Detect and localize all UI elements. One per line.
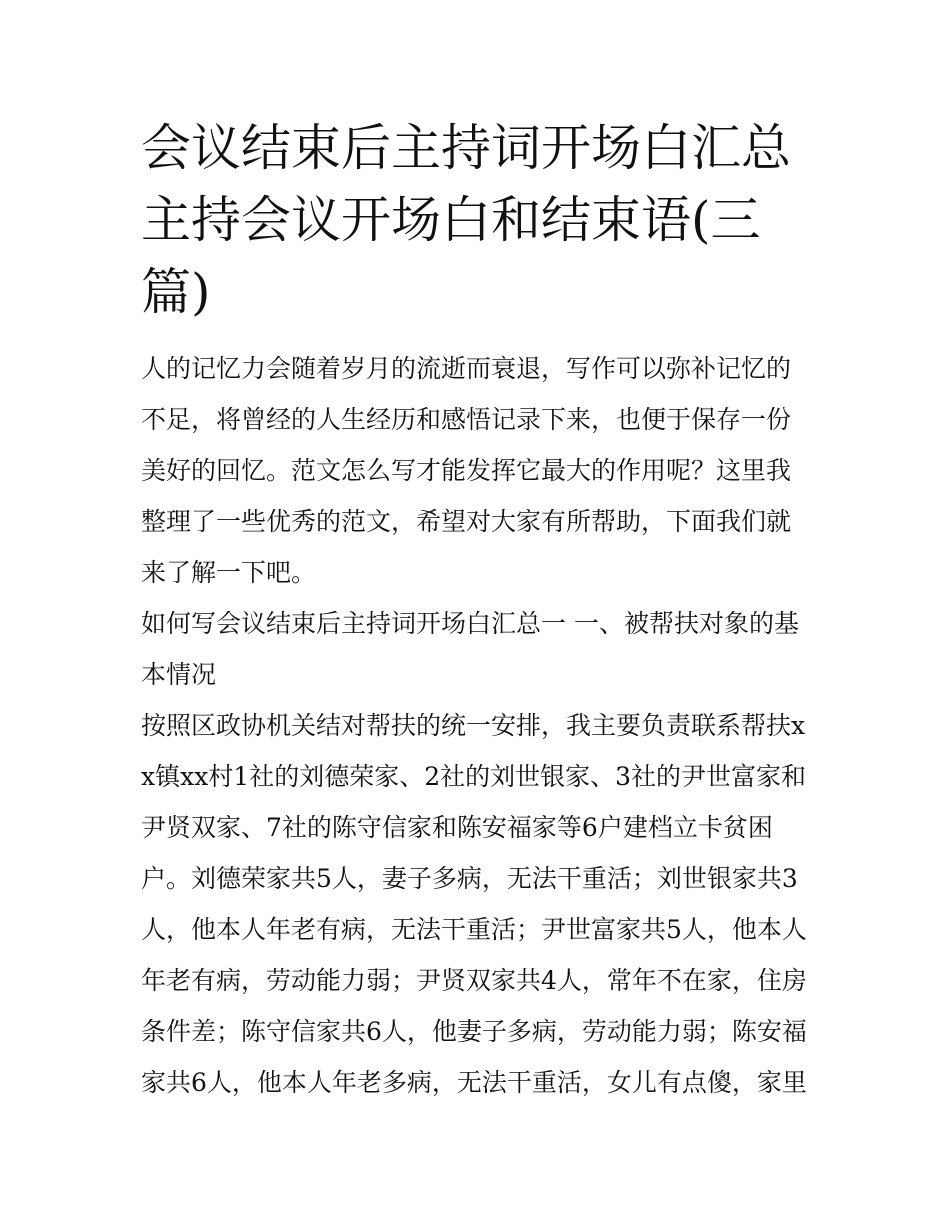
document-title: 会议结束后主持词开场白汇总主持会议开场白和结束语(三篇) [141, 119, 791, 321]
intro-paragraph: 人的记忆力会随着岁月的流逝而衰退，写作可以弥补记忆的不足，将曾经的人生经历和感悟记录下来，也便于保存一份美好的回忆。范文怎么写才能发挥它最大的作用呢？这里我整理了一些优秀的范文，希望对大家有所帮助，下面我们就来了解一下吧。 [141, 354, 792, 587]
section-heading-paragraph: 如何写会议结束后主持词开场白汇总一 一、被帮扶对象的基本情况 [141, 609, 799, 689]
body-paragraph: 按照区政协机关结对帮扶的统一安排，我主要负责联系帮扶xx镇xx村1社的刘德荣家、2社的刘世银家、3社的尹世富家和尹贤双家、7社的陈守信家和陈安福家等6户建档立卡贫困户。刘德荣家共5人，妻子多病，无法干重活；刘世银家共3人，他本人年老有病，无法干重活；尹世富家共5人，他本人年老有病，劳动能力弱；尹贤双家共4人，常年不在家，住房条件差；陈守信家共6人，他妻子多病，劳动能力弱；陈安福家共6人，他本人年老多病，无法干重活，女儿有点傻，家里 [141, 711, 807, 1097]
document-content [141, 112, 813, 1108]
